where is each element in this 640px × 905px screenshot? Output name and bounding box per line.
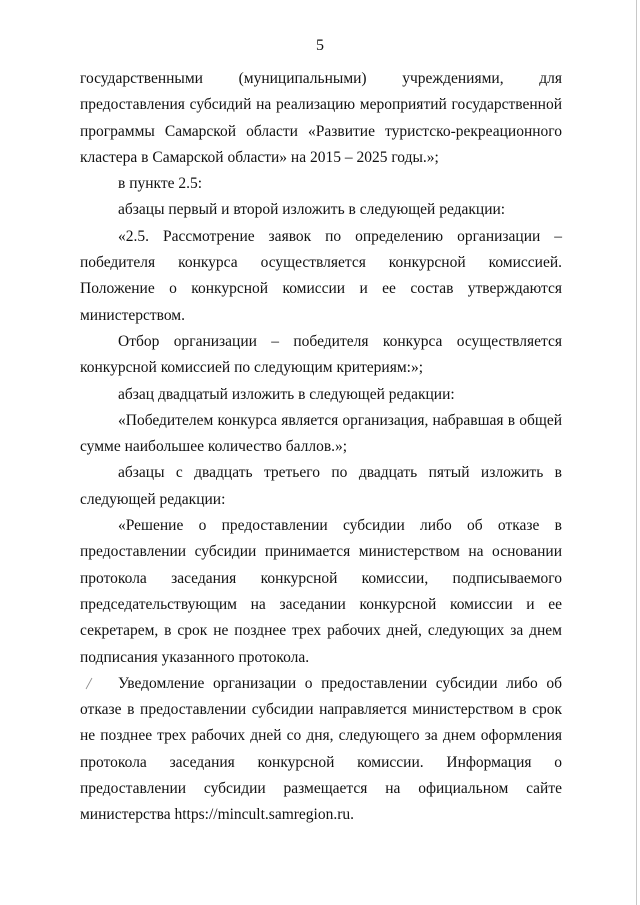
paragraph-decision: «Решение о предоставлении субсидии либо об отказе в предоставлении субсидии принимается министерством на основании протокола заседания конкурсной комиссии, подписываемого председательствующим на заседании конкурсной комиссии и ее секретарем, в срок не позднее трех рабочих дней, следующих за днем подписания указанного протокола. [80, 517, 562, 666]
paragraph-instruction-twentieth: абзац двадцатый изложить в следующей редакции: [118, 385, 455, 403]
paragraph-notification: Уведомление организации о предоставлении субсидии либо об отказе в предоставлении субсидии направляется министерством в срок не позднее трех рабочих дней со дня, следующего за днем оформления протокола заседания конкурсной комиссии. Информация о предоставлении субсидии размещается на официальном сайте министерства https://mincult.samregion.ru. [80, 674, 562, 824]
document-body [80, 66, 562, 829]
paragraph-continuation: государственными (муниципальными) учреждениями, для предоставления субсидий на реализацию мероприятий государственной программы Самарской области «Развитие туристско-рекреационного кластера в Самарской области» на 2015 – 2025 годы.»; [80, 70, 562, 166]
page-number: 5 [316, 37, 324, 54]
paragraph-quote-2-5: «2.5. Рассмотрение заявок по определению организации – победителя конкурса осуществляется конкурсной комиссией. Положение о конкурсной комиссии и ее состав утверждаются министерством. [80, 227, 562, 324]
paragraph-instruction-23-25: абзацы с двадцать третьего по двадцать пятый изложить в следующей редакции: [80, 464, 562, 508]
paragraph-winner: «Победителем конкурса является организация, набравшая в общей сумме наибольшее количество баллов.»; [80, 411, 562, 456]
paragraph-selection-criteria: Отбор организации – победителя конкурса осуществляется конкурсной комиссией по следующим критериям:»; [80, 332, 562, 377]
paragraph-instruction-first-second: абзацы первый и второй изложить в следующей редакции: [118, 201, 506, 219]
page-edge-divider [636, 0, 637, 905]
pen-mark-icon [84, 677, 94, 691]
paragraph-item-2-5: в пункте 2.5: [118, 175, 203, 193]
